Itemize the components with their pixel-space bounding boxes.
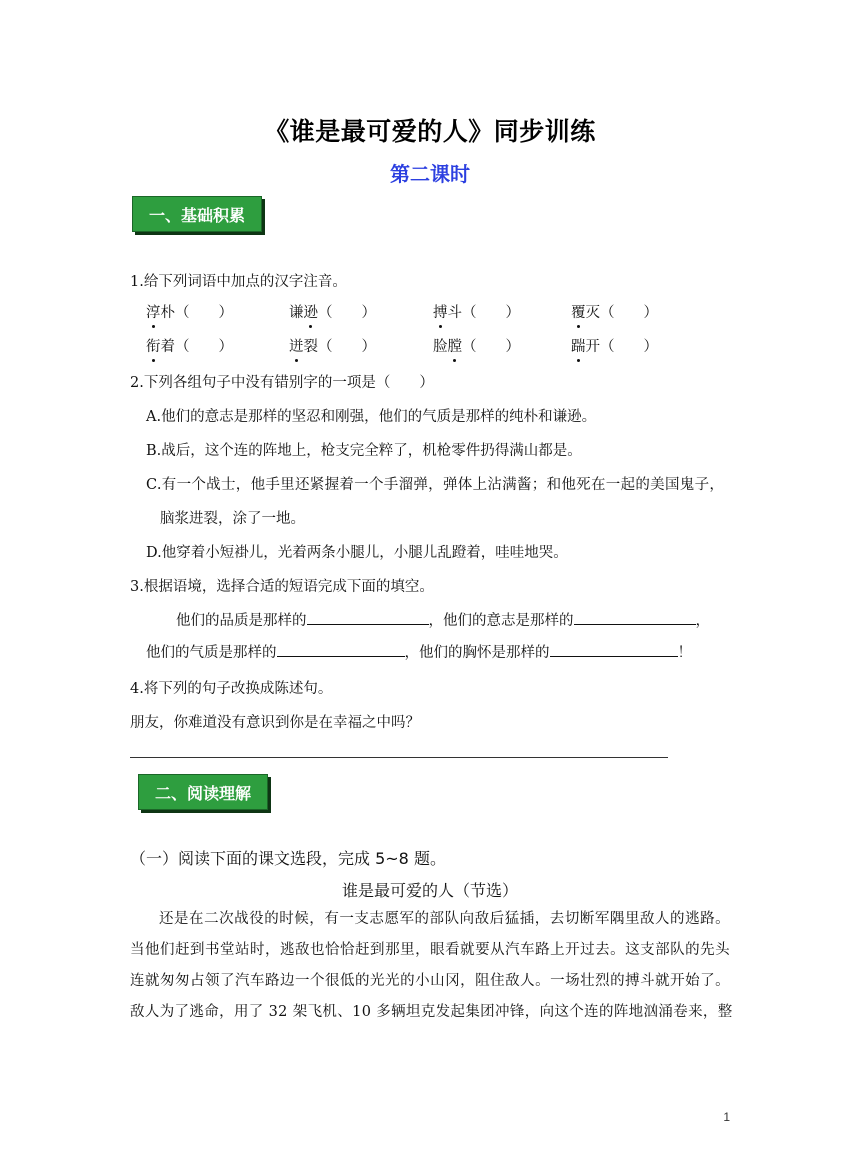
fill-blank[interactable] <box>277 642 405 657</box>
q3-text: ，他们的意志是那样的 <box>428 613 574 629</box>
passage-line: 连就匆匆占领了汽车路边一个很低的光光的小山冈，阻住敌人。一场壮烈的搏斗就开始了。 <box>130 973 730 989</box>
q1-item-dotted-char: 衔 <box>146 335 161 356</box>
section-header-basics <box>132 196 262 232</box>
passage-line: 当他们赶到书堂站时，逃敌也恰恰赶到那里，眼看就要从汽车路上开过去。这支部队的先头 <box>130 942 730 958</box>
document-title: 《谁是最可爱的人》同步训练 <box>264 117 596 146</box>
q1-item <box>571 335 658 356</box>
question-4-stem: 4.将下列的句子改换成陈述句。 <box>130 681 333 697</box>
q1-item-suffix: 灭（ ） <box>585 305 658 321</box>
q1-item <box>433 335 520 356</box>
q1-item-suffix: 朴（ ） <box>160 305 233 321</box>
answer-line[interactable] <box>130 757 668 758</box>
passage-title: 谁是最可爱的人（节选） <box>341 881 518 900</box>
passage-line: 敌人为了逃命，用了 32 架飞机、10 多辆坦克发起集团冲锋，向这个连的阵地汹涌卷来，整 <box>130 1004 733 1020</box>
q3-line-2 <box>146 641 692 662</box>
page-number: 1 <box>723 1110 730 1124</box>
passage-body <box>130 904 733 1028</box>
q1-item-dotted-char: 迸 <box>289 335 304 356</box>
q1-item-suffix: （ ） <box>462 339 520 355</box>
q1-item-dotted-char: 踹 <box>571 335 586 356</box>
question-3-stem: 3.根据语境，选择合适的短语完成下面的填空。 <box>130 579 434 595</box>
q1-item <box>571 301 658 322</box>
q1-item <box>433 301 520 322</box>
question-2-stem: 2.下列各组句子中没有错别字的一项是（ ） <box>130 375 434 391</box>
question-1-stem: 1.给下列词语中加点的汉字注音。 <box>130 274 347 290</box>
q1-item <box>289 301 376 322</box>
q1-item-prefix: 脸 <box>433 339 448 355</box>
q3-text: ， <box>695 613 710 629</box>
q1-item <box>146 335 233 356</box>
q1-item <box>146 301 233 322</box>
document-subtitle: 第二课时 <box>390 162 470 186</box>
q1-item-prefix: 谦 <box>289 305 304 321</box>
q3-text: ，他们的胸怀是那样的 <box>404 645 550 661</box>
q1-item <box>289 335 376 356</box>
reading-heading: （一）阅读下面的课文选段，完成 5~8 题。 <box>130 849 446 868</box>
section-header-label: 二、阅读理解 <box>154 783 251 803</box>
q4-sentence: 朋友，你难道没有意识到你是在幸福之中吗？ <box>130 715 420 731</box>
q1-item-dotted-char: 逊 <box>304 301 319 322</box>
q1-item-dotted-char: 覆 <box>571 301 586 322</box>
passage-line: 还是在二次战役的时候，有一支志愿军的部队向敌后猛插，去切断军隅里敌人的逃路。 <box>159 911 730 927</box>
section-header-label: 一、基础积累 <box>148 205 245 225</box>
fill-blank[interactable] <box>574 610 696 625</box>
section-header-reading <box>138 774 268 810</box>
q1-item-dotted-char: 淳 <box>146 301 161 322</box>
fill-blank[interactable] <box>550 642 678 657</box>
q1-item-dotted-char: 膛 <box>448 335 463 356</box>
q2-option-d: D.他穿着小短褂儿，光着两条小腿儿，小腿儿乱蹬着，哇哇地哭。 <box>146 545 568 561</box>
q1-item-suffix: 开（ ） <box>585 339 658 355</box>
q2-option-c: C.有一个战士，他手里还紧握着一个手溜弹，弹体上沾满酱；和他死在一起的美国鬼子， <box>146 477 725 493</box>
fill-blank[interactable] <box>307 610 429 625</box>
q1-item-suffix: 着（ ） <box>160 339 233 355</box>
q3-text: 他们的品质是那样的 <box>176 613 307 629</box>
q2-option-b: B.战后，这个连的阵地上，枪支完全粹了，机枪零件扔得满山都是。 <box>146 443 582 459</box>
q2-option-a: A.他们的意志是那样的坚忍和刚强，他们的气质是那样的纯朴和谦逊。 <box>146 409 597 425</box>
q3-line-1 <box>176 609 710 630</box>
q1-item-suffix: 斗（ ） <box>447 305 520 321</box>
q1-item-suffix: （ ） <box>318 305 376 321</box>
q1-item-dotted-char: 搏 <box>433 301 448 322</box>
q2-option-c-continued: 脑浆进裂，涂了一地。 <box>160 511 305 527</box>
q3-text: ！ <box>677 645 692 661</box>
q1-item-suffix: 裂（ ） <box>303 339 376 355</box>
q3-text: 他们的气质是那样的 <box>146 645 277 661</box>
